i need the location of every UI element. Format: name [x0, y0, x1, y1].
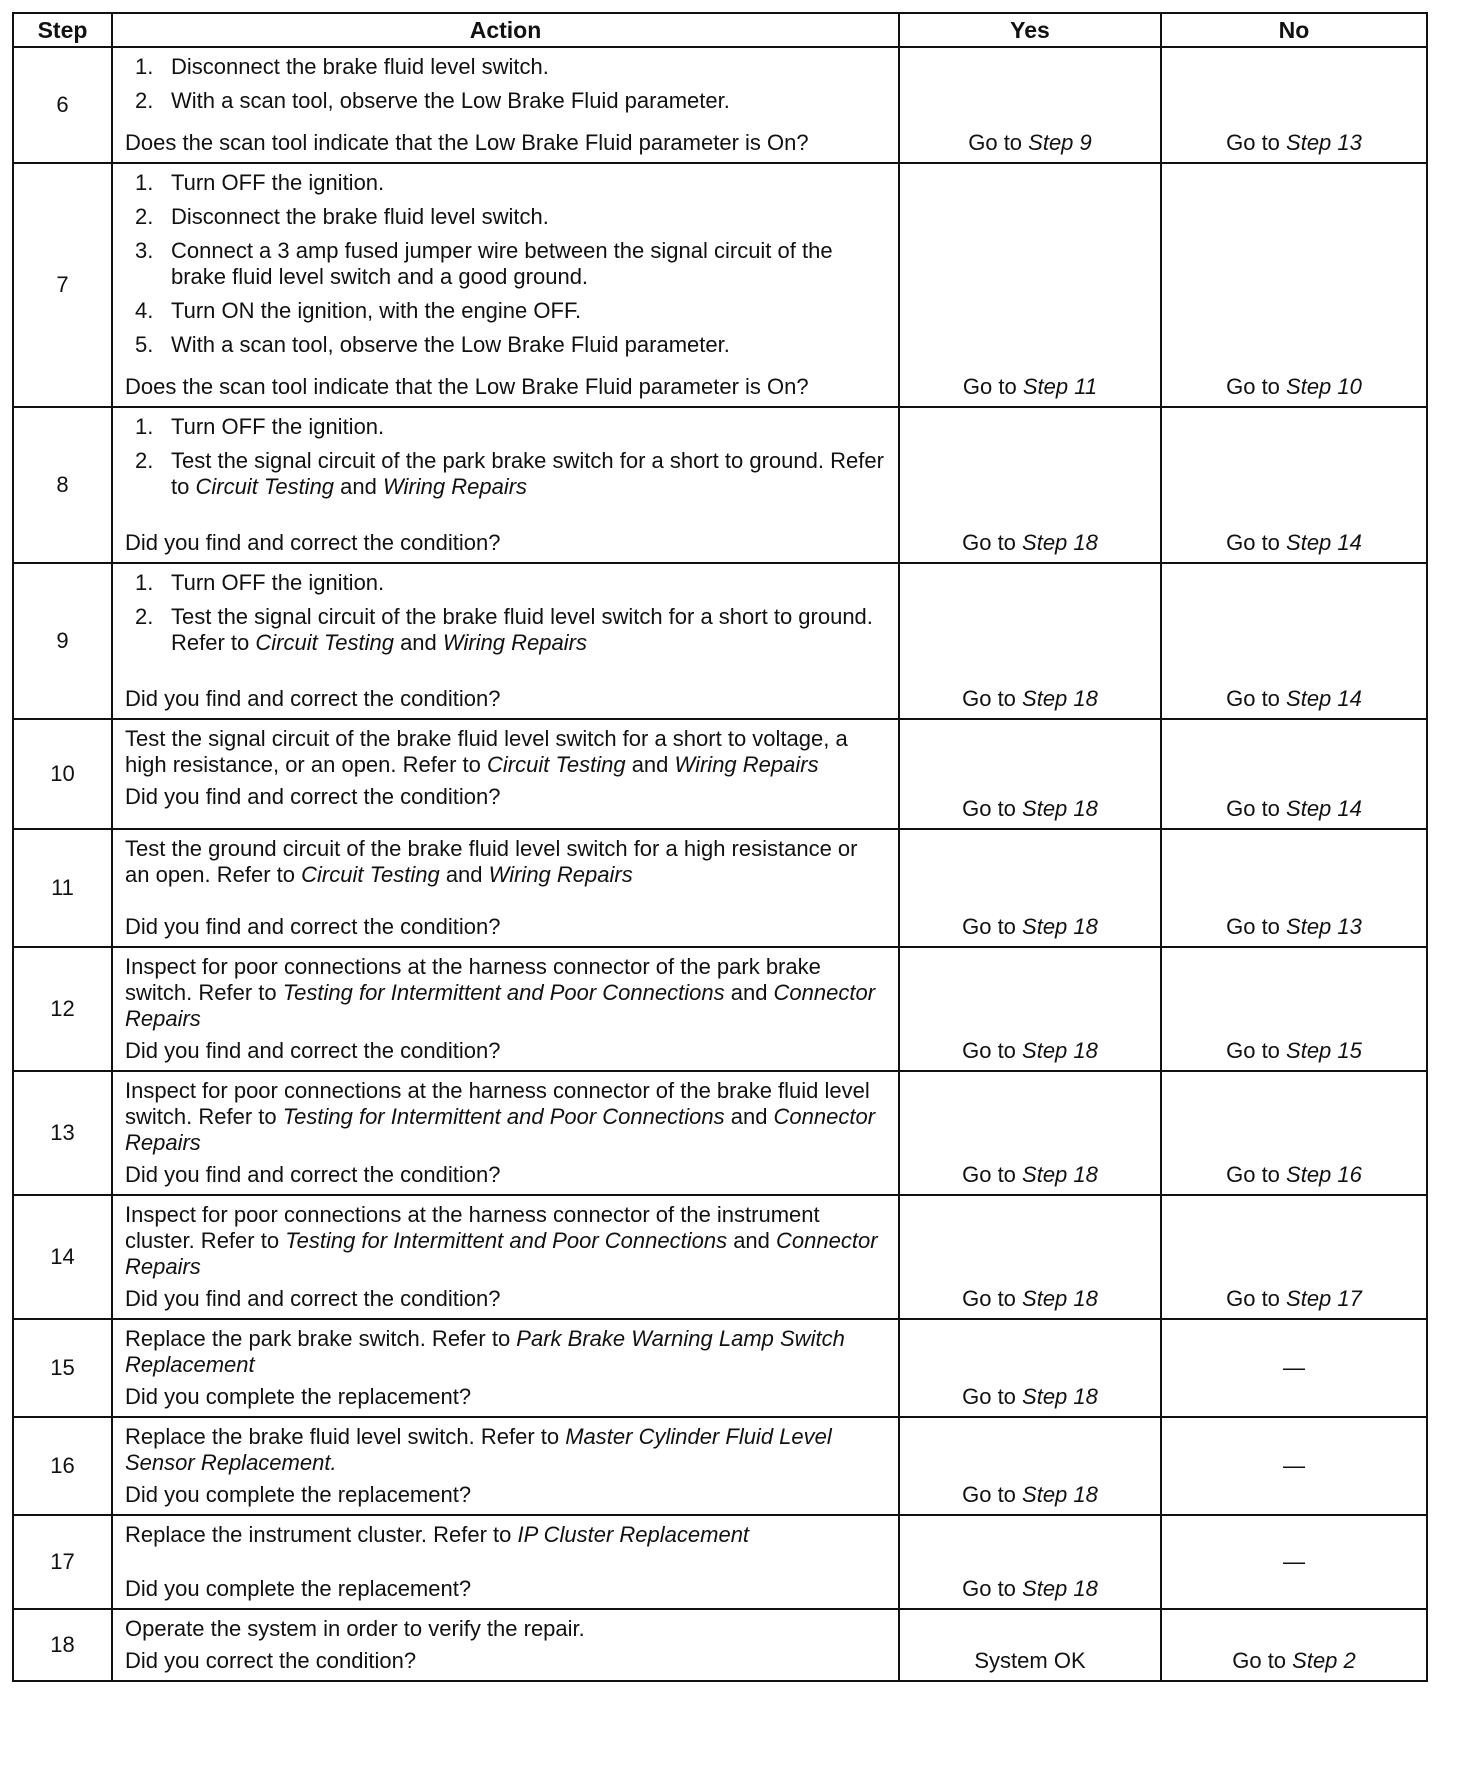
instruction-text: Turn OFF the ignition.: [171, 170, 385, 195]
instruction-reference: Circuit Testing: [195, 474, 335, 499]
action-question: Did you complete the replacement?: [125, 1384, 472, 1409]
action-instruction: [125, 1424, 888, 1476]
instruction-text: and: [727, 1228, 777, 1253]
instruction-text: and: [724, 980, 774, 1005]
action-cell: [112, 947, 899, 1071]
goto-step-reference: Step 14: [1286, 796, 1362, 821]
goto-step-reference: Step 18: [1022, 530, 1098, 555]
action-cell: [112, 1609, 899, 1681]
instruction-text: Turn ON the ignition, with the engine OFF.: [171, 298, 582, 323]
instruction-text: Inspect for poor connections at the harness connector of the instrument cluster. Refer to: [125, 1202, 820, 1253]
no-result-cell: [1161, 1609, 1427, 1681]
goto-label: Go to: [962, 1038, 1023, 1063]
goto-label: Go to: [962, 530, 1023, 555]
instruction-reference: Circuit Testing: [301, 862, 440, 887]
diagnostic-table-page: [12, 12, 1426, 1682]
goto-step-reference: Step 10: [1286, 374, 1362, 399]
instruction-reference: Wiring Repairs: [442, 630, 587, 655]
header-no: No: [1161, 13, 1427, 47]
list-item: [125, 332, 888, 358]
instruction-text: Turn OFF the ignition.: [171, 570, 385, 595]
goto-label: Go to: [962, 1576, 1023, 1601]
goto-step-reference: Step 18: [1022, 1384, 1098, 1409]
instruction-reference: Park Brake Warning Lamp Switch Replacement: [125, 1326, 845, 1377]
no-result-cell: [1161, 563, 1427, 719]
no-result-cell: [1161, 719, 1427, 829]
yes-result-cell: [899, 719, 1161, 829]
result-text: System OK: [974, 1648, 1086, 1673]
action-cell: [112, 563, 899, 719]
no-result-cell: [1161, 163, 1427, 407]
instruction-text: Disconnect the brake fluid level switch.: [171, 204, 549, 229]
instruction-reference: Wiring Repairs: [382, 474, 528, 499]
instruction-reference: Circuit Testing: [255, 630, 394, 655]
no-result-cell: [1161, 1515, 1427, 1609]
no-result-cell: [1161, 947, 1427, 1071]
action-instruction: [125, 954, 888, 1032]
list-item-text: [171, 570, 888, 596]
instruction-text: and: [439, 862, 489, 887]
list-item: [125, 170, 888, 196]
list-item-number: 1.: [135, 170, 154, 195]
action-question: Did you find and correct the condition?: [125, 530, 501, 555]
list-item: [125, 298, 888, 324]
header-step: Step: [13, 13, 112, 47]
goto-label: Go to: [1226, 374, 1287, 399]
instruction-reference: Connector Repairs: [125, 1104, 876, 1155]
table-row: [13, 163, 1427, 407]
no-result-cell: [1161, 1417, 1427, 1515]
yes-result-cell: [899, 829, 1161, 947]
action-cell: [112, 1319, 899, 1417]
list-item-number: 4.: [135, 298, 154, 323]
goto-step-reference: Step 13: [1286, 914, 1362, 939]
step-number: 18: [13, 1609, 112, 1681]
action-question: Does the scan tool indicate that the Low Brake Fluid parameter is On?: [125, 374, 809, 399]
header-row: [13, 13, 1427, 47]
action-steps-list: [125, 570, 888, 656]
list-item-text: [171, 448, 888, 500]
yes-result-cell: [899, 1609, 1161, 1681]
table-row: [13, 47, 1427, 163]
list-item: [125, 238, 888, 290]
instruction-text: With a scan tool, observe the Low Brake Fluid parameter.: [171, 332, 730, 357]
goto-step-reference: Step 14: [1286, 686, 1362, 711]
action-question: Did you find and correct the condition?: [125, 1038, 501, 1063]
goto-step-reference: Step 14: [1286, 530, 1362, 555]
table-row: [13, 829, 1427, 947]
goto-label: Go to: [968, 130, 1029, 155]
action-cell: [112, 1071, 899, 1195]
goto-step-reference: Step 11: [1022, 374, 1098, 399]
action-cell: [112, 1417, 899, 1515]
no-result-cell: [1161, 1195, 1427, 1319]
goto-label: Go to: [962, 914, 1023, 939]
instruction-reference: Connector Repairs: [125, 980, 876, 1031]
list-item: [125, 54, 888, 80]
step-number: 13: [13, 1071, 112, 1195]
action-question: Did you correct the condition?: [125, 1648, 417, 1673]
action-question: Did you complete the replacement?: [125, 1482, 472, 1507]
goto-label: Go to: [962, 796, 1023, 821]
table-row: [13, 407, 1427, 563]
instruction-text: Test the signal circuit of the brake fluid level switch for a short to ground. Refer to: [171, 604, 873, 655]
goto-label: Go to: [962, 374, 1023, 399]
list-item-text: [171, 88, 888, 114]
instruction-text: Test the ground circuit of the brake fluid level switch for a high resistance or an open. Refer to: [125, 836, 858, 887]
goto-label: Go to: [1226, 530, 1287, 555]
list-item: [125, 604, 888, 656]
goto-step-reference: Step 16: [1286, 1162, 1362, 1187]
action-cell: [112, 163, 899, 407]
no-action-dash: —: [1283, 1453, 1305, 1478]
instruction-text: Connect a 3 amp fused jumper wire between the signal circuit of the brake fluid level switch and a good ground.: [171, 238, 833, 289]
no-action-dash: —: [1283, 1355, 1305, 1380]
instruction-reference: Master Cylinder Fluid Level Sensor Replacement.: [125, 1424, 832, 1475]
instruction-text: Replace the brake fluid level switch. Refer to: [125, 1424, 566, 1449]
yes-result-cell: [899, 47, 1161, 163]
step-number: 11: [13, 829, 112, 947]
instruction-text: Disconnect the brake fluid level switch.: [171, 54, 549, 79]
table-row: [13, 719, 1427, 829]
goto-label: Go to: [1226, 130, 1287, 155]
step-number: 6: [13, 47, 112, 163]
action-instruction: [125, 1616, 888, 1642]
yes-result-cell: [899, 1319, 1161, 1417]
list-item-number: 1.: [135, 414, 154, 439]
action-question: Does the scan tool indicate that the Low Brake Fluid parameter is On?: [125, 130, 809, 155]
instruction-text: Operate the system in order to verify the repair.: [125, 1616, 585, 1641]
action-cell: [112, 719, 899, 829]
action-instruction: [125, 1078, 888, 1156]
list-item-text: [171, 332, 888, 358]
instruction-reference: Testing for Intermittent and Poor Connections: [285, 1228, 728, 1253]
goto-step-reference: Step 15: [1286, 1038, 1362, 1063]
table-row: [13, 1319, 1427, 1417]
list-item-text: [171, 604, 888, 656]
step-number: 9: [13, 563, 112, 719]
header-yes: Yes: [899, 13, 1161, 47]
action-steps-list: [125, 54, 888, 114]
no-result-cell: [1161, 1319, 1427, 1417]
goto-step-reference: Step 18: [1022, 1286, 1098, 1311]
list-item-text: [171, 298, 888, 324]
action-question: Did you find and correct the condition?: [125, 1162, 501, 1187]
step-number: 8: [13, 407, 112, 563]
step-number: 17: [13, 1515, 112, 1609]
header-action: Action: [112, 13, 899, 47]
instruction-text: Test the signal circuit of the brake fluid level switch for a short to voltage, a high resistance, or an open. Refer to: [125, 726, 848, 777]
list-item: [125, 448, 888, 500]
goto-step-reference: Step 18: [1022, 1038, 1098, 1063]
action-cell: [112, 1515, 899, 1609]
action-instruction: [125, 726, 888, 778]
yes-result-cell: [899, 407, 1161, 563]
action-question: Did you find and correct the condition?: [125, 1286, 501, 1311]
instruction-reference: Testing for Intermittent and Poor Connections: [282, 1104, 725, 1129]
action-cell: [112, 407, 899, 563]
no-result-cell: [1161, 407, 1427, 563]
list-item-text: [171, 170, 888, 196]
list-item-number: 2.: [135, 204, 154, 229]
instruction-reference: Wiring Repairs: [488, 862, 633, 887]
action-question: Did you find and correct the condition?: [125, 784, 501, 809]
table-row: [13, 1071, 1427, 1195]
instruction-text: Replace the park brake switch. Refer to: [125, 1326, 517, 1351]
action-steps-list: [125, 170, 888, 358]
goto-label: Go to: [1226, 1162, 1287, 1187]
goto-label: Go to: [962, 1384, 1023, 1409]
instruction-text: Test the signal circuit of the park brake switch for a short to ground. Refer to: [171, 448, 884, 499]
instruction-text: and: [393, 630, 443, 655]
table-row: [13, 1609, 1427, 1681]
no-action-dash: —: [1283, 1549, 1305, 1574]
yes-result-cell: [899, 1417, 1161, 1515]
step-number: 15: [13, 1319, 112, 1417]
instruction-text: and: [625, 752, 675, 777]
list-item-text: [171, 414, 888, 440]
list-item-number: 5.: [135, 332, 154, 357]
action-instruction: [125, 1202, 888, 1280]
list-item-number: 2.: [135, 604, 154, 629]
list-item-text: [171, 204, 888, 230]
step-number: 14: [13, 1195, 112, 1319]
instruction-reference: Testing for Intermittent and Poor Connections: [282, 980, 725, 1005]
yes-result-cell: [899, 163, 1161, 407]
action-question: Did you find and correct the condition?: [125, 914, 501, 939]
yes-result-cell: [899, 1071, 1161, 1195]
goto-step-reference: Step 18: [1022, 1482, 1098, 1507]
table-row: [13, 1417, 1427, 1515]
action-instruction: [125, 836, 888, 888]
step-number: 10: [13, 719, 112, 829]
goto-label: Go to: [1226, 686, 1287, 711]
action-cell: [112, 829, 899, 947]
yes-result-cell: [899, 1195, 1161, 1319]
action-question: Did you find and correct the condition?: [125, 686, 501, 711]
goto-step-reference: Step 18: [1022, 796, 1098, 821]
diagnostic-table: [12, 12, 1428, 1682]
goto-step-reference: Step 17: [1286, 1286, 1362, 1311]
table-row: [13, 947, 1427, 1071]
instruction-reference: IP Cluster Replacement: [517, 1522, 750, 1547]
goto-step-reference: Step 13: [1286, 130, 1362, 155]
goto-label: Go to: [962, 686, 1023, 711]
yes-result-cell: [899, 563, 1161, 719]
instruction-text: Replace the instrument cluster. Refer to: [125, 1522, 518, 1547]
step-number: 16: [13, 1417, 112, 1515]
table-row: [13, 1515, 1427, 1609]
list-item-number: 1.: [135, 570, 154, 595]
goto-step-reference: Step 18: [1022, 1162, 1098, 1187]
instruction-reference: Connector Repairs: [125, 1228, 878, 1279]
goto-label: Go to: [1226, 1286, 1287, 1311]
table-row: [13, 563, 1427, 719]
instruction-text: Inspect for poor connections at the harness connector of the brake fluid level switch. Refer to: [125, 1078, 870, 1129]
list-item-number: 2.: [135, 88, 154, 113]
goto-step-reference: Step 2: [1292, 1648, 1356, 1673]
goto-label: Go to: [962, 1482, 1023, 1507]
goto-label: Go to: [1232, 1648, 1293, 1673]
goto-label: Go to: [1226, 1038, 1287, 1063]
list-item-text: [171, 54, 888, 80]
yes-result-cell: [899, 1515, 1161, 1609]
list-item-number: 2.: [135, 448, 154, 473]
instruction-reference: Wiring Repairs: [674, 752, 819, 777]
table-row: [13, 1195, 1427, 1319]
goto-label: Go to: [962, 1286, 1023, 1311]
step-number: 12: [13, 947, 112, 1071]
instruction-reference: Circuit Testing: [487, 752, 626, 777]
yes-result-cell: [899, 947, 1161, 1071]
list-item-text: [171, 238, 888, 290]
no-result-cell: [1161, 1071, 1427, 1195]
action-cell: [112, 1195, 899, 1319]
list-item-number: 3.: [135, 238, 154, 263]
action-instruction: [125, 1522, 888, 1548]
action-question: Did you complete the replacement?: [125, 1576, 472, 1601]
goto-step-reference: Step 9: [1028, 130, 1092, 155]
no-result-cell: [1161, 47, 1427, 163]
list-item: [125, 414, 888, 440]
table-body: [13, 47, 1427, 1681]
goto-step-reference: Step 18: [1022, 686, 1098, 711]
instruction-text: Inspect for poor connections at the harness connector of the park brake switch. Refer to: [125, 954, 821, 1005]
goto-label: Go to: [1226, 914, 1287, 939]
goto-step-reference: Step 18: [1022, 1576, 1098, 1601]
goto-label: Go to: [962, 1162, 1023, 1187]
list-item: [125, 88, 888, 114]
action-instruction: [125, 1326, 888, 1378]
step-number: 7: [13, 163, 112, 407]
goto-label: Go to: [1226, 796, 1287, 821]
goto-step-reference: Step 18: [1022, 914, 1098, 939]
instruction-text: Turn OFF the ignition.: [171, 414, 385, 439]
list-item: [125, 570, 888, 596]
list-item-number: 1.: [135, 54, 154, 79]
action-cell: [112, 47, 899, 163]
no-result-cell: [1161, 829, 1427, 947]
instruction-text: With a scan tool, observe the Low Brake Fluid parameter.: [171, 88, 730, 113]
instruction-text: and: [724, 1104, 774, 1129]
action-steps-list: [125, 414, 888, 500]
list-item: [125, 204, 888, 230]
instruction-text: and: [334, 474, 383, 499]
